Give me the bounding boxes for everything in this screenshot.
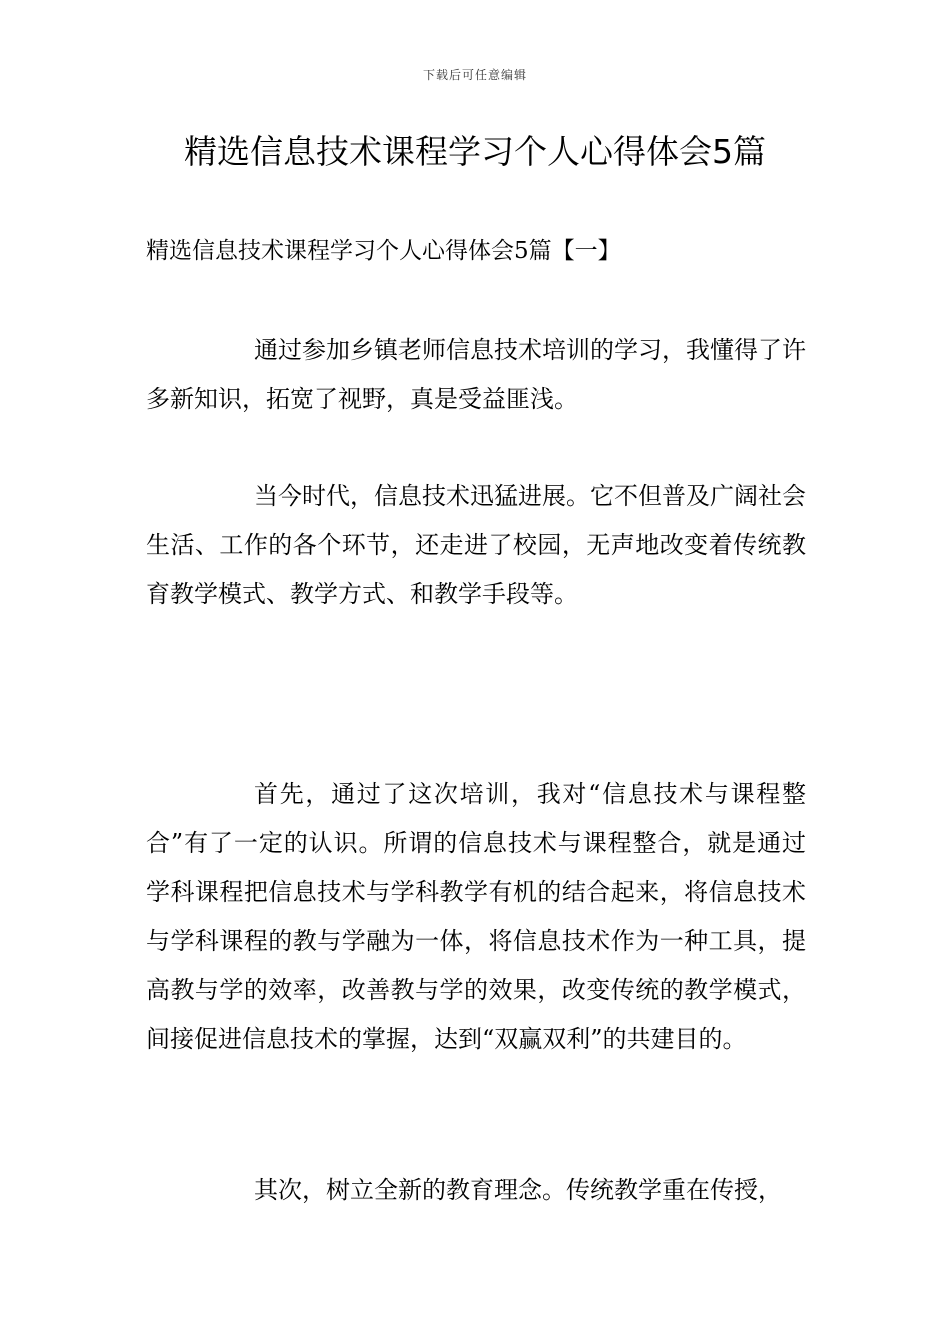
section-heading: 精选信息技术课程学习个人心得体会5篇【一】 bbox=[146, 238, 621, 264]
paragraph-4: 其次，树立全新的教育理念。传统教学重在传授， bbox=[254, 1176, 782, 1204]
paragraph-2: 当今时代，信息技术迅猛进展。它不但普及广阔社会生活、工作的各个环节，还走进了校园，无声地改变着传统教育教学模式、教学方式、和教学手段等。 bbox=[146, 482, 806, 608]
header-note: 下载后可任意编辑 bbox=[422, 68, 527, 82]
paragraph-3: 首先，通过了这次培训，我对“信息技术与课程整合”有了一定的认识。所谓的信息技术与课程整合，就是通过学科课程把信息技术与学科教学有机的结合起来，将信息技术与学科课程的教与学融为一体，将信息技术作为一种工具，提高教与学的效率，改善教与学的效果，改变传统的教学模式，间接促进信息技术的掌握，达到“双赢双利”的共建目的。 bbox=[146, 780, 806, 1053]
document-title: 精选信息技术课程学习个人心得体会5篇 bbox=[184, 132, 766, 171]
paragraph-1: 通过参加乡镇老师信息技术培训的学习，我懂得了许多新知识，拓宽了视野，真是受益匪浅。 bbox=[146, 336, 806, 413]
